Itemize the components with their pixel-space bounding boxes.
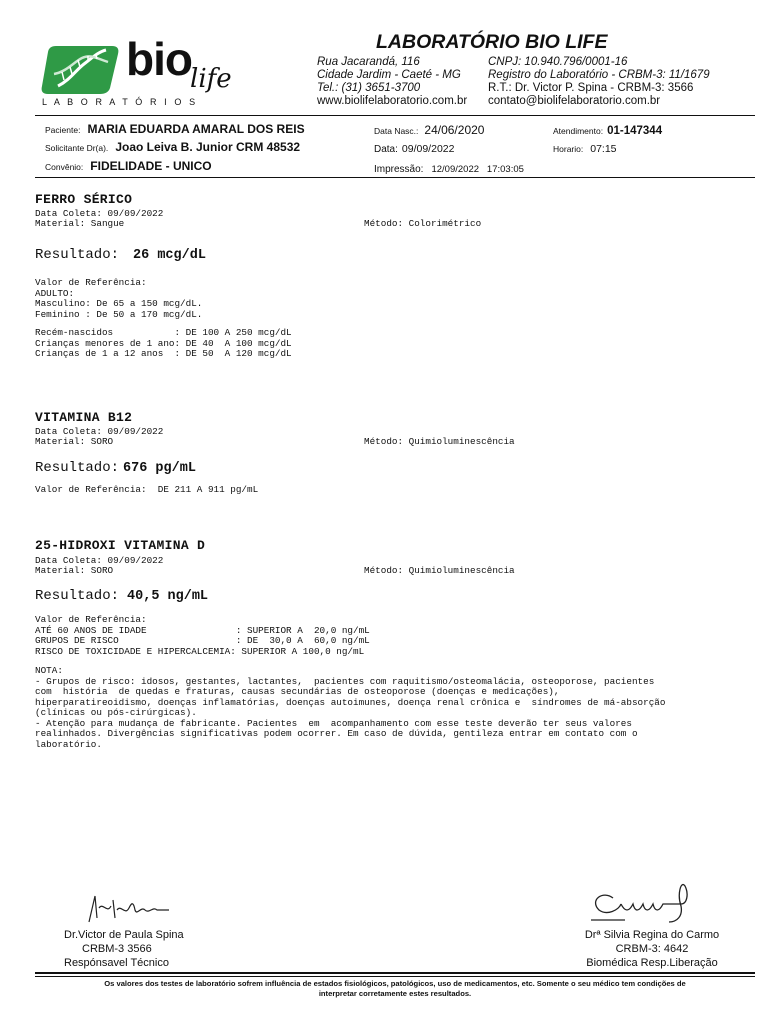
exam-title: VITAMINA B12 xyxy=(35,410,133,425)
material: Material: Sangue xyxy=(35,218,125,229)
lab-logo xyxy=(40,33,240,110)
footer-divider-thin xyxy=(35,976,755,977)
exam-title: 25-HIDROXI VITAMINA D xyxy=(35,538,206,553)
data-label: Data: xyxy=(374,144,398,155)
footer-disclaimer xyxy=(35,979,755,999)
solicitante-label: Solicitante Dr(a). xyxy=(45,143,109,153)
website-link[interactable]: www.biolifelaboratorio.com.br xyxy=(317,95,468,107)
nasc-value: 24/06/2020 xyxy=(424,123,485,137)
reference-values: Valor de Referência: DE 211 A 911 pg/mL xyxy=(35,484,259,495)
exam-note: NOTA: - Grupos de risco: idosos, gestantes, lactantes, pacientes com raquitismo/osteomalácia, osteoporose, pacientes com história de quedas e fraturas, causas secundárias de osteoporose (doenças e medicações), hiperparatireoidismo, doenças inflamatórias, doenças autoimunes, doença renal crônica e síndromes de má-absorção (clínicas ou pós-cirúrgicas). - Atenção para mudança de fabricante. Pacientes em acompanhamento com esse teste deverão ter seus valores realinhados. Divergências significativas podem ocorrer. Em caso de dúvida, gentileza entrar em contato com o laboratório. xyxy=(35,665,666,750)
resultado-label: Resultado: xyxy=(35,247,120,263)
email-link[interactable]: contato@biolifelaboratorio.com.br xyxy=(488,95,661,107)
lab-registry xyxy=(488,56,710,108)
address-line3: Tel.: (31) 3651-3700 xyxy=(317,82,421,94)
dna-logo-icon xyxy=(40,40,122,96)
resultado-value: 676 pg/mL xyxy=(123,461,196,476)
data-value: 09/09/2022 xyxy=(401,143,455,155)
nasc-label: Data Nasc.: xyxy=(374,126,419,136)
horario-label: Horario: xyxy=(553,144,584,154)
patient-divider xyxy=(35,177,755,178)
reference-children: Recém-nascidos : DE 100 A 250 mcg/dL Crianças menores de 1 ano: DE 40 A 100 mcg/dL Crianças de 1 a 12 anos : DE 50 A 120 mcg/dL xyxy=(35,327,292,359)
metodo: Método: Quimioluminescência xyxy=(364,565,515,576)
paciente-name: MARIA EDUARDA AMARAL DOS REIS xyxy=(87,122,305,136)
impressao-label: Impressão: xyxy=(374,164,424,175)
signer-reg: CRBM-3: 4642 xyxy=(615,943,689,955)
registro: Registro do Laboratório - CRBM-3: 11/1679 xyxy=(488,69,710,81)
signer-role: Biomédica Resp.Liberação xyxy=(586,957,718,969)
header-divider xyxy=(35,115,755,116)
data-coleta: Data Coleta: 09/09/2022 xyxy=(35,426,164,437)
atendimento-label: Atendimento: xyxy=(553,126,604,136)
lab-address xyxy=(317,56,467,108)
logo-tagline: L A B O R A T Ó R I O S xyxy=(42,97,198,107)
reference-values: Valor de Referência: ATÉ 60 ANOS DE IDADE : SUPERIOR A 20,0 ng/mL GRUPOS DE RISCO : DE 30,0 A 60,0 ng/mL RISCO DE TOXICIDADE E HIPERCALCEMIA: SUPERIOR A 100,0 ng/mL xyxy=(35,614,370,657)
material: Material: SORO xyxy=(35,565,114,576)
signer-name: Dr.Victor de Paula Spina xyxy=(64,929,184,941)
handwritten-signature-icon xyxy=(585,880,705,928)
signer-role: Respónsavel Técnico xyxy=(64,957,169,969)
material: Material: SORO xyxy=(35,436,114,447)
reference-values: Valor de Referência: ADULTO: Masculino: De 65 a 150 mcg/dL. Feminino : De 50 a 170 mcg/dL. xyxy=(35,277,203,320)
impressao-value: 12/09/2022 17:03:05 xyxy=(431,164,524,175)
signer-name: Drª Silvia Regina do Carmo xyxy=(584,929,720,941)
convenio-label: Convênio: xyxy=(45,162,84,172)
lab-name: LABORATÓRIO BIO LIFE xyxy=(376,31,608,53)
resultado-value: 26 mcg/dL xyxy=(133,248,206,263)
signer-reg: CRBM-3 3566 xyxy=(82,943,152,955)
metodo: Método: Quimioluminescência xyxy=(364,436,515,447)
metodo: Método: Colorimétrico xyxy=(364,218,482,229)
resultado-value: 40,5 ng/mL xyxy=(127,589,209,604)
data-coleta: Data Coleta: 09/09/2022 xyxy=(35,555,164,566)
address-line1: Rua Jacarandá, 116 xyxy=(317,56,420,68)
address-line2: Cidade Jardim - Caeté - MG xyxy=(317,69,461,81)
footer-divider xyxy=(35,972,755,974)
signature-right-text xyxy=(572,928,732,970)
footer-line1: Os valores dos testes de laboratório sofrem influência de estados fisiológicos, patológicos, uso de medicamentos, etc. Somente o seu médico tem condições de xyxy=(104,979,686,988)
exam-title: FERRO SÉRICO xyxy=(35,192,133,207)
footer-line2: interpretar corretamente estes resultados. xyxy=(318,989,472,998)
cnpj: CNPJ: 10.940.796/0001-16 xyxy=(488,56,628,68)
logo-word: bio xyxy=(126,33,192,85)
handwritten-signature-icon xyxy=(85,888,175,928)
logo-script: life xyxy=(190,64,232,94)
resultado-label: Resultado: xyxy=(35,588,120,604)
atendimento-value: 01-147344 xyxy=(607,125,663,137)
resultado-label: Resultado: xyxy=(35,460,120,476)
data-coleta: Data Coleta: 09/09/2022 xyxy=(35,208,164,219)
responsavel-tecnico: R.T.: Dr. Victor P. Spina - CRBM-3: 3566 xyxy=(488,82,694,94)
paciente-label: Paciente: xyxy=(45,125,81,135)
convenio-name: FIDELIDADE - UNICO xyxy=(90,159,212,173)
signature-left-text xyxy=(64,928,204,970)
horario-value: 07:15 xyxy=(590,143,617,155)
solicitante-name: Joao Leiva B. Junior CRM 48532 xyxy=(115,140,301,154)
